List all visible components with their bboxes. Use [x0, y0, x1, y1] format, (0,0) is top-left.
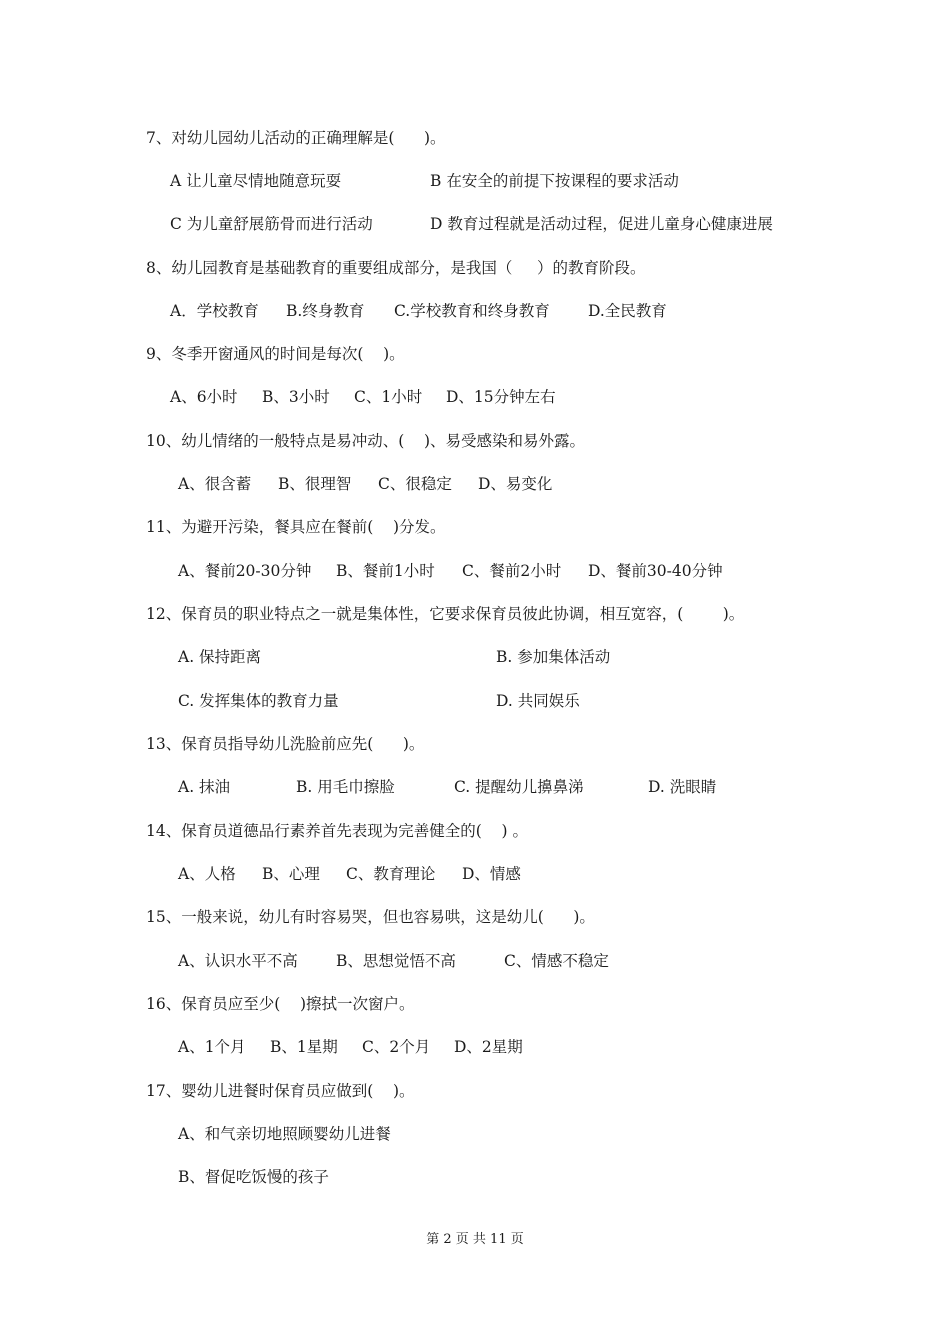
q11-stem: 11、为避开污染，餐具应在餐前( )分发。	[146, 518, 446, 536]
q10-option-c: C、很稳定	[378, 475, 452, 493]
q8-option-b: B.终身教育	[286, 302, 365, 320]
q12-option-a: A. 保持距离	[178, 648, 262, 666]
q12-stem: 12、保育员的职业特点之一就是集体性，它要求保育员彼此协调，相互宽容，( )。	[146, 605, 745, 623]
q15-option-c: C、情感不稳定	[504, 952, 609, 970]
q10-option-d: D、易变化	[478, 475, 553, 493]
q14-option-d: D、情感	[462, 865, 521, 883]
q10-option-a: A、很含蓄	[178, 475, 252, 493]
q9-option-b: B、3小时	[262, 388, 330, 406]
q16-option-b: B、1星期	[270, 1038, 338, 1056]
q14-stem: 14、保育员道德品行素养首先表现为完善健全的( ) 。	[146, 822, 528, 840]
q12-option-b: B. 参加集体活动	[496, 648, 611, 666]
q9-option-d: D、15分钟左右	[446, 388, 556, 406]
q7-option-a: A 让儿童尽情地随意玩耍	[170, 172, 342, 190]
q16-option-c: C、2个月	[362, 1038, 431, 1056]
q8-stem: 8、幼儿园教育是基础教育的重要组成部分，是我国（ ）的教育阶段。	[146, 259, 646, 277]
q13-option-b: B. 用毛巾擦脸	[296, 778, 395, 796]
q7-option-c: C 为儿童舒展筋骨而进行活动	[170, 215, 373, 233]
q8-option-a: A．学校教育	[170, 302, 259, 320]
q8-option-c: C.学校教育和终身教育	[394, 302, 550, 320]
q16-option-d: D、2星期	[454, 1038, 523, 1056]
q17-option-b: B、督促吃饭慢的孩子	[178, 1168, 329, 1186]
q17-option-a: A、和气亲切地照顾婴幼儿进餐	[178, 1125, 391, 1143]
q15-stem: 15、一般来说，幼儿有时容易哭，但也容易哄，这是幼儿( )。	[146, 908, 595, 926]
q9-stem: 9、冬季开窗通风的时间是每次( )。	[146, 345, 405, 363]
q15-option-b: B、思想觉悟不高	[336, 952, 456, 970]
q14-option-c: C、教育理论	[346, 865, 436, 883]
q16-option-a: A、1个月	[178, 1038, 246, 1056]
q13-option-c: C. 提醒幼儿擤鼻涕	[454, 778, 584, 796]
q14-option-a: A、人格	[178, 865, 236, 883]
q7-option-d: D 教育过程就是活动过程，促进儿童身心健康进展	[430, 215, 773, 233]
q13-option-d: D. 洗眼睛	[648, 778, 717, 796]
q9-option-c: C、1小时	[354, 388, 423, 406]
q11-option-c: C、餐前2小时	[462, 562, 562, 580]
q11-option-d: D、餐前30-40分钟	[588, 562, 723, 580]
q8-option-d: D.全民教育	[588, 302, 667, 320]
q11-option-b: B、餐前1小时	[336, 562, 435, 580]
q7-option-b: B 在安全的前提下按课程的要求活动	[430, 172, 679, 190]
q16-stem: 16、保育员应至少( )擦拭一次窗户。	[146, 995, 415, 1013]
q12-option-c: C. 发挥集体的教育力量	[178, 692, 339, 710]
q14-option-b: B、心理	[262, 865, 320, 883]
q15-option-a: A、认识水平不高	[178, 952, 298, 970]
q17-stem: 17、婴幼儿进餐时保育员应做到( )。	[146, 1082, 415, 1100]
q10-option-b: B、很理智	[278, 475, 352, 493]
q9-option-a: A、6小时	[170, 388, 238, 406]
q11-option-a: A、餐前20-30分钟	[178, 562, 312, 580]
page-footer: 第 2 页 共 11 页	[426, 1232, 524, 1247]
q13-stem: 13、保育员指导幼儿洗脸前应先( )。	[146, 735, 425, 753]
q12-option-d: D. 共同娱乐	[496, 692, 580, 710]
q13-option-a: A. 抹油	[178, 778, 231, 796]
q10-stem: 10、幼儿情绪的一般特点是易冲动、( )、易受感染和易外露。	[146, 432, 586, 450]
q7-stem: 7、对幼儿园幼儿活动的正确理解是( )。	[146, 129, 446, 147]
